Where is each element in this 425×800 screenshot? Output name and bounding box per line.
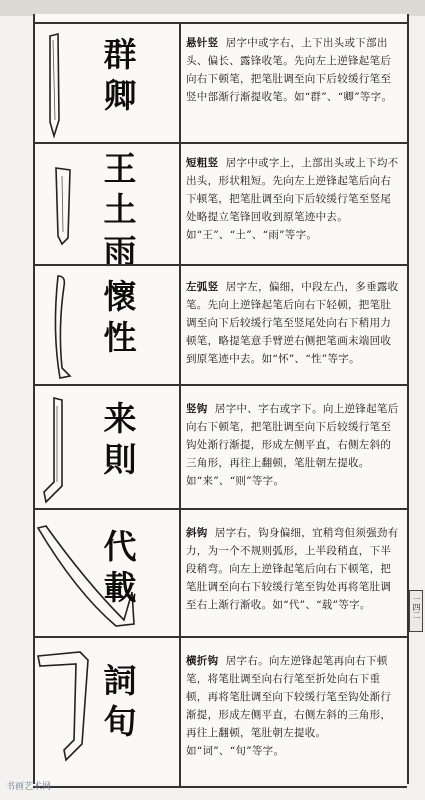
example-char: 性 bbox=[103, 318, 137, 358]
description-2 bbox=[186, 154, 400, 244]
stroke-text: 居字中或字右，上下出头或下部出头、偏长、露锋收笔。先向左上逆锋起笔后向右下顿笔，把笔肚调至向下后较缓行笔至竖中部渐行渐提收笔。如“群”、“卿”等字。 bbox=[186, 37, 393, 103]
example-char: 載 bbox=[103, 568, 137, 608]
stroke-name: 竖钩 bbox=[186, 403, 208, 415]
example-char: 代 bbox=[103, 527, 137, 566]
page-number: 一四二 bbox=[412, 595, 421, 619]
example-char: 来 bbox=[103, 399, 137, 438]
example-char: 則 bbox=[103, 440, 137, 480]
stroke-text: 居字中或字上，上部出头或上下均不出头，形状粗短。先向左上逆锋起笔后向右下顿笔，把笔肚调至向下后较缓行笔至竖尾处略提立笔锋回收到原笔迹中去。如“王”、“土”、“雨”等字。 bbox=[186, 157, 399, 241]
stroke-name: 短粗竖 bbox=[186, 157, 219, 169]
stroke-name: 左弧竖 bbox=[186, 281, 219, 293]
stroke-name: 横折钩 bbox=[186, 655, 219, 667]
example-char: 土 bbox=[103, 190, 137, 230]
description-4 bbox=[186, 400, 400, 490]
stroke-text: 居字右，钩身偏细，宜稍弯但须强劲有力，为一个不规则弧形，上半段稍直，下半段稍弯。向左上逆锋起笔后向右下顿笔，把笔肚调至向右下较缓行笔至钩处再将笔肚调至右上渐行渐收。如“代”、“载”等字。 bbox=[186, 527, 399, 611]
stroke-text: 居字左，偏细，中段左凸，多垂露收笔。先向上逆锋起笔后向右下轻顿，把笔肚调至向下后较缓行笔至竖尾处向右下稍用力顿笔，略提笔意手臂逆右侧把笔画末端回收到原笔迹中去。如“怀”、“性”等字。 bbox=[186, 281, 399, 365]
example-chars-2 bbox=[98, 148, 142, 272]
description-5 bbox=[186, 524, 400, 614]
example-char: 卿 bbox=[103, 76, 137, 116]
stroke-name: 斜钩 bbox=[186, 527, 208, 539]
stroke-illustration-2 bbox=[36, 162, 76, 252]
example-char: 王 bbox=[103, 149, 137, 188]
example-chars-6 bbox=[98, 660, 142, 743]
example-char: 詞 bbox=[103, 661, 137, 700]
page-number-tab bbox=[409, 590, 423, 632]
stroke-text: 居字中、字右或字下。向上逆锋起笔后向右下顿笔，把笔肚调至向下后较缓行笔至钩处渐行渐提，形成左侧平直，右侧左斜的三角形，再往上翻顿，笔肚朝左提收。如“来”、“则”等字。 bbox=[186, 403, 399, 487]
watermark: 书画艺术网 bbox=[6, 782, 52, 792]
stroke-name: 悬针竖 bbox=[186, 37, 219, 49]
stroke-illustration-6 bbox=[36, 648, 96, 768]
stroke-illustration-4 bbox=[36, 394, 76, 506]
description-6 bbox=[186, 652, 400, 760]
example-char: 旬 bbox=[103, 702, 137, 742]
example-char: 懷 bbox=[103, 277, 137, 316]
description-1 bbox=[186, 34, 400, 106]
example-chars-1 bbox=[98, 34, 142, 117]
stroke-text: 居字右。向左逆锋起笔再向右下顿笔，将笔肚调至向右行笔至折处向右下重顿，再将笔肚调至向下较缓行笔至钩处渐行渐提，形成左侧平直，右侧左斜的三角形，再往上翻顿，笔肚朝左提收。如“词”、“旬”等字。 bbox=[186, 655, 392, 757]
example-chars-5 bbox=[98, 526, 142, 609]
example-chars-4 bbox=[98, 398, 142, 481]
example-char: 群 bbox=[103, 35, 137, 74]
description-3 bbox=[186, 278, 400, 368]
example-chars-3 bbox=[98, 276, 142, 359]
stroke-illustration-1 bbox=[36, 30, 76, 140]
example-char: 雨 bbox=[103, 231, 137, 271]
stroke-illustration-3 bbox=[36, 272, 76, 382]
